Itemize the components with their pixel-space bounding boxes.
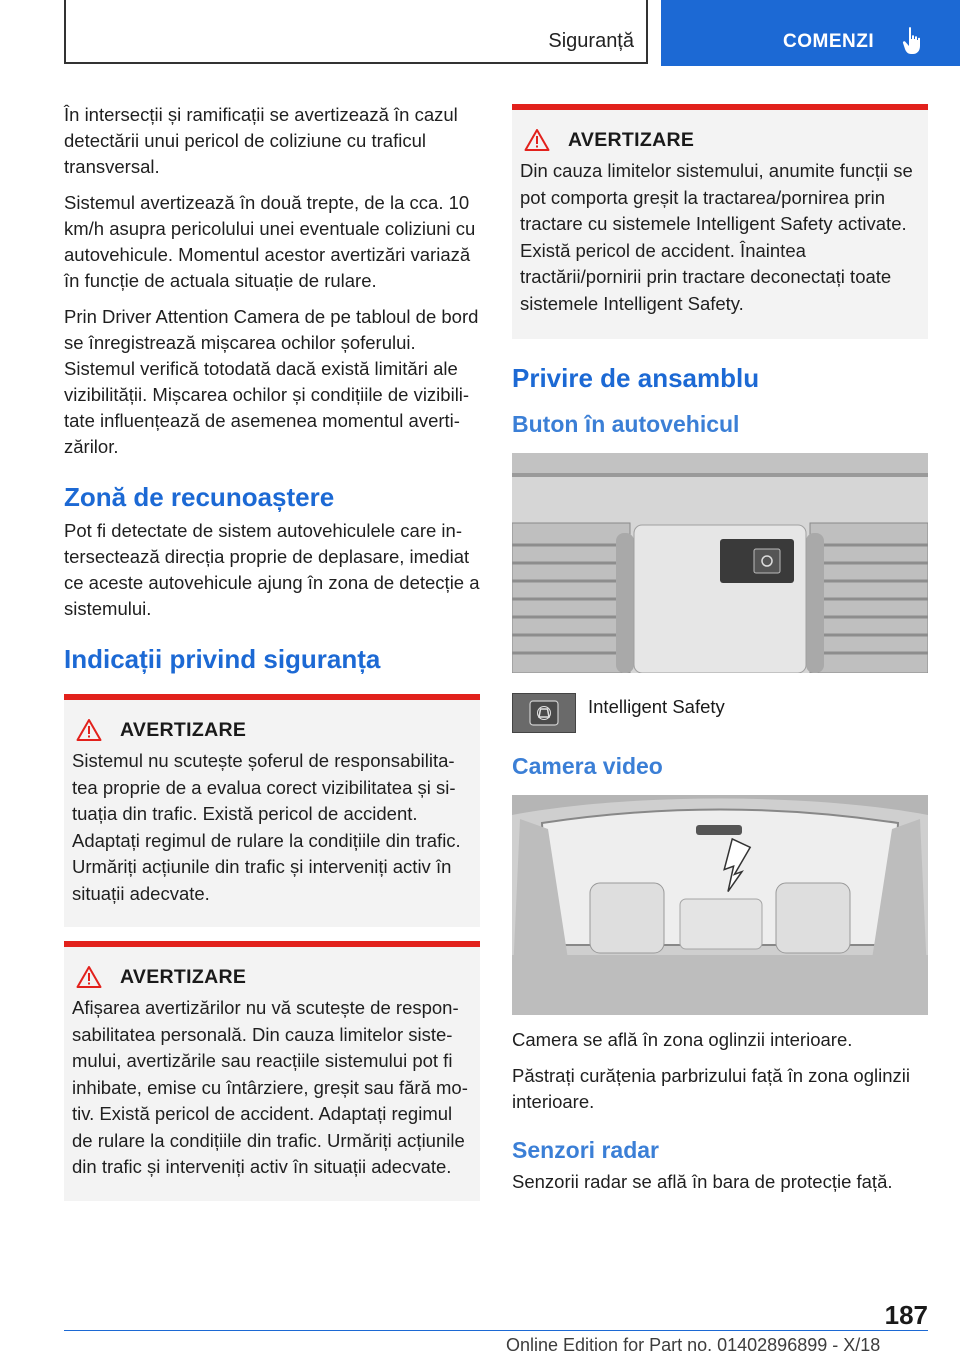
heading-recognition-zone: Zonă de recunoaștere bbox=[64, 482, 335, 512]
heading-button-in-vehicle: Buton în autovehicul bbox=[512, 411, 740, 437]
heading-radar: Senzori radar bbox=[512, 1137, 659, 1163]
intro-paragraph-1: În intersecții și ramificații se avertizează în cazul detectării unui pericol de coliziune cu traficul transversal. bbox=[64, 104, 458, 177]
intelligent-safety-legend bbox=[512, 693, 928, 733]
radar-paragraph: Senzorii radar se află în bara de protecție față. bbox=[512, 1171, 893, 1192]
heading-overview: Privire de ansamblu bbox=[512, 363, 760, 393]
warning-title: AVERTIZARE bbox=[120, 718, 247, 741]
right-column bbox=[512, 104, 928, 1205]
warning-box-1 bbox=[64, 694, 480, 927]
intro-paragraph-3: Prin Driver Attention Camera de pe tabloul de bord se înregistrează mișcarea ochilor șoferului. Sistemul verifică totodată dacă există limitări ale vizibilității. Mișcarea ochilor și condițiile de vizibilitate influențează de asemenea momentul avertizărilor. bbox=[64, 306, 479, 457]
section-title: Siguranță bbox=[548, 30, 634, 52]
warning-title: AVERTIZARE bbox=[120, 965, 247, 988]
warning-triangle-icon bbox=[76, 718, 102, 742]
tab-comenzi[interactable] bbox=[661, 0, 960, 66]
warning-text: Afișarea avertizărilor nu vă scutește de responsabilitatea personală. Din cauza limitelor sistemului, avertizările sau reacțiile sistemului pot fi inhibate, emise cu întârziere, greșit sau fără motiv. Există pericol de accident. Adaptați regimul de rulare la condițiile din trafic. Urmăriți acțiunile din trafic și interveniți activ în situații adecvate. bbox=[72, 997, 468, 1177]
camera-location-photo bbox=[512, 795, 928, 1015]
camera-paragraph-1: Camera se află în zona oglinzii interioare. bbox=[512, 1029, 853, 1050]
intelligent-safety-button-icon bbox=[512, 693, 576, 733]
tab-comenzi-label: COMENZI bbox=[783, 31, 875, 52]
warning-box-3 bbox=[512, 104, 928, 339]
warning-title: AVERTIZARE bbox=[568, 128, 695, 151]
warning-text: Din cauza limitelor sistemului, anumite funcții se pot comporta greșit la tractarea/pornirea prin tractare cu sistemele Intelligent Safety activate. Există pericol de accident. Înaintea tractării/pornirii prin tractare deconectați toate sistemele Intelligent Safety. bbox=[520, 160, 913, 314]
warning-triangle-icon bbox=[76, 965, 102, 989]
footer-edition-text: Online Edition for Part no. 01402896899 - X/18 bbox=[506, 1335, 881, 1355]
warning-triangle-icon bbox=[524, 128, 550, 152]
heading-safety-notes: Indicații privind siguranța bbox=[64, 644, 381, 674]
camera-paragraph-2: Păstrați curățenia parbrizului față în zona oglinzii interioare. bbox=[512, 1065, 910, 1112]
warning-text: Sistemul nu scutește șoferul de responsabilitatea proprie de a evalua corect vizibilitatea și situația din trafic. Există pericol de accident. Adaptați regimul de rulare la condițiile din trafic. Urmăriți acțiunile din trafic și interveniți activ în situații adecvate. bbox=[72, 750, 461, 904]
footer-divider bbox=[64, 1330, 928, 1331]
header-frame bbox=[64, 0, 648, 64]
page-number: 187 bbox=[884, 1300, 928, 1330]
pointing-hand-icon bbox=[901, 26, 925, 56]
heading-camera: Camera video bbox=[512, 753, 663, 779]
intro-paragraph-2: Sistemul avertizează în două trepte, de la cca. 10 km/h asupra pericolului unei eventuale coliziuni cu autovehicule. Momentul acestor avertizări variază în funcție de actuala situație de rulare. bbox=[64, 192, 476, 291]
warning-box-2 bbox=[64, 941, 480, 1201]
recognition-zone-paragraph: Pot fi detectate de sistem autovehiculele care intersectează direcția proprie de deplasare, imediat ce aceste autovehicule ajung în zona de detecție a sistemului. bbox=[64, 520, 480, 619]
left-column bbox=[64, 102, 480, 1201]
intelligent-safety-label: Intelligent Safety bbox=[588, 696, 725, 717]
dashboard-button-photo bbox=[512, 453, 928, 673]
